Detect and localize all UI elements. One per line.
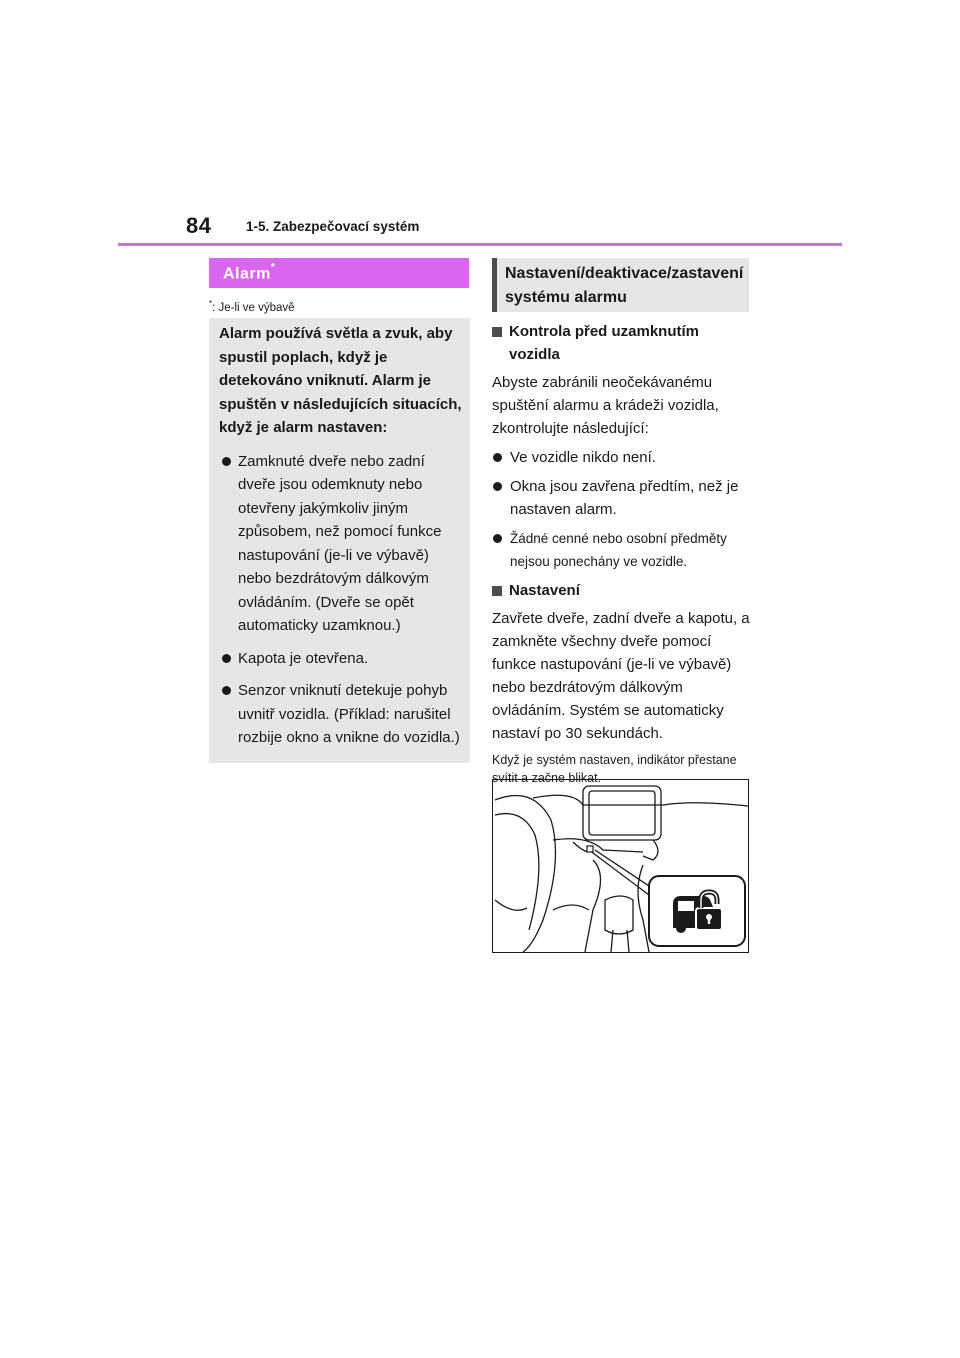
- setting-text: Zavřete dveře, zadní dveře a kapotu, a zamkněte všechny dveře pomocí funkce nastupování (je-li ve výbavě) nebo bezdrátovým dálkovým ovládáním. Systém se automaticky nastaví po 30 sekundách.: [492, 610, 750, 742]
- gear-selector: [605, 896, 633, 934]
- list-item: Senzor vniknutí detekuje pohyb uvnitř vozidla. (Příklad: narušitel rozbije okno a vnikne do vozidla.): [219, 679, 464, 750]
- check-text: Abyste zabránili neočekávanému spuštění alarmu a krádeži vozidla, zkontrolujte následující:: [492, 374, 719, 437]
- display-screen: [583, 786, 661, 840]
- alarm-heading-mark: *: [270, 262, 276, 273]
- section-title: 1-5. Zabezpečovací systém: [246, 219, 420, 234]
- indicator-note: Když je systém nastaven, indikátor přestane svítit a začne blikat.: [492, 753, 737, 785]
- steering-wheel-outline: [495, 796, 556, 953]
- list-item: Okna jsou zavřena předtím, než je nastaven alarm.: [492, 475, 754, 521]
- dashboard-drawing: [493, 780, 748, 952]
- check-list: [492, 446, 754, 573]
- list-item: Žádné cenné nebo osobní předměty nejsou ponechány ve vozidle.: [492, 527, 754, 573]
- list-item: Zamknuté dveře nebo zadní dveře jsou odemknuty nebo otevřeny jakýmkoliv jiným způsobem, než pomocí funkce nastupování (je-li ve výbavě) nebo bezdrátovým dálkovým ovládáním. (Dveře se opět automaticky uzamknou.): [219, 450, 464, 638]
- right-column: [492, 320, 754, 787]
- list-item: Ve vozidle nikdo není.: [492, 446, 754, 469]
- alarm-info-box: [209, 318, 470, 763]
- header-rule: [118, 243, 842, 246]
- dashboard-illustration: [492, 779, 749, 953]
- availability-footnote: [209, 299, 295, 314]
- setting-heading: Nastavení/deaktivace/zastavení systému alarmu: [492, 258, 749, 312]
- page-number: 84: [186, 213, 212, 238]
- check-subheading: Kontrola před uzamknutím vozidla: [492, 320, 754, 366]
- footnote-text: : Je-li ve výbavě: [212, 301, 295, 314]
- security-indicator: [587, 846, 593, 852]
- alarm-trigger-list: [219, 450, 464, 750]
- setting-subheading: Nastavení: [492, 579, 754, 602]
- alarm-heading-text: Alarm: [223, 265, 271, 283]
- alarm-intro: Alarm používá světla a zvuk, aby spustil poplach, když je detekováno vniknutí. Alarm je spuštěn v následujících situacích, když je alarm nastaven:: [219, 325, 462, 436]
- list-item: Kapota je otevřena.: [219, 647, 464, 671]
- car-lock-icon: [673, 892, 722, 933]
- alarm-heading: [209, 258, 469, 288]
- footnote-mark: *: [209, 299, 213, 308]
